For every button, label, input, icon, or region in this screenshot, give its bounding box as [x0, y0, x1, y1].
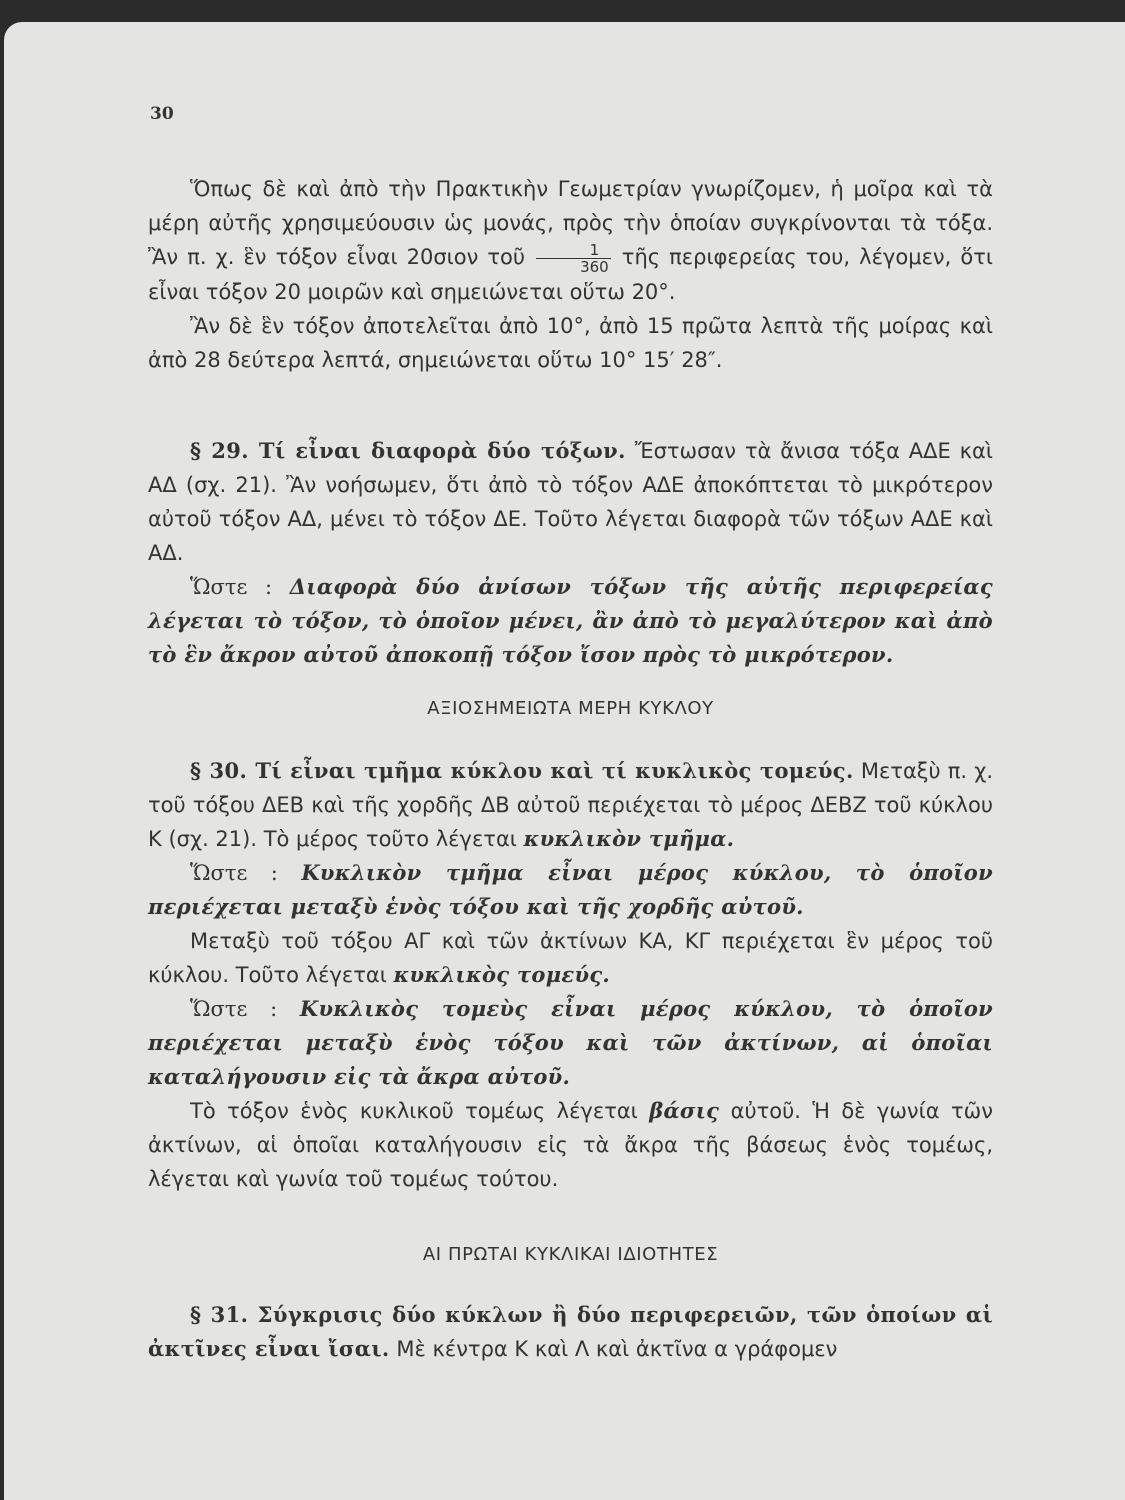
s30-definition-1 — [148, 856, 993, 924]
fraction-denominator: 360 — [580, 257, 609, 276]
s29-heading: § 29. Τί εἶναι διαφορὰ δύο τόξων. — [190, 438, 626, 463]
s30-paragraph — [148, 754, 993, 856]
section-title-notable-parts: ΑΞΙΟΣΗΜΕΙΩΤΑ ΜΕΡΗ ΚΥΚΛΟΥ — [427, 698, 714, 719]
intro-paragraph-1 — [148, 172, 993, 309]
s30-heading: § 30. Τί εἶναι τμῆμα κύκλου καὶ τί κυκλικὸς τομεύς. — [190, 758, 854, 783]
section-30 — [148, 754, 993, 1196]
s30-term-sector: κυκλικὸς τομεύς. — [393, 962, 611, 987]
intro-block — [148, 172, 993, 377]
s29-definition: Διαφορὰ δύο ἀνίσων τόξων τῆς αὐτῆς περιφερείας λέγεται τὸ τόξον, τὸ ὁποῖον μένει, ἂν ἀπὸ τὸ μεγαλύτερον καὶ ἀπὸ τὸ ἓν ἄκρον αὐτοῦ ἀποκοπῇ τόξον ἴσον πρὸς τὸ μικρότερον. — [148, 574, 993, 667]
s29-definition-paragraph — [148, 570, 993, 672]
s30-body-2: Μεταξὺ τοῦ τόξου ΑΓ καὶ τῶν ἀκτίνων ΚΑ, ΚΓ περιέχεται ἓν μέρος τοῦ κύκλου. Τοῦτο λέγεται — [148, 929, 993, 987]
s30-def-sector: Κυκλικὸς τομεὺς εἶναι μέρος κύκλου, τὸ ὁποῖον περιέχεται μεταξὺ ἑνὸς τόξου καὶ τῶν ἀκτίνων, αἱ ὁποῖαι καταλήγουσιν εἰς τὰ ἄκρα αὐτοῦ. — [148, 996, 993, 1089]
s31-paragraph — [148, 1298, 993, 1366]
s30-body: Μεταξὺ π. χ. τοῦ τόξου ΔΕΒ καὶ τῆς χορδῆς ΔΒ αὐτοῦ περιέχεται τὸ μέρος ΔΕΒΖ τοῦ κύκλου Κ (σχ. 21). Τὸ μέρος τοῦτο λέγεται — [148, 759, 993, 851]
s29-oste: Ὥστε : — [190, 575, 273, 599]
s31-body: Μὲ κέντρα Κ καὶ Λ καὶ ἀκτῖνα α γράφομεν — [396, 1337, 838, 1361]
intro-text-b: τῆς περιφερείας του, λέγομεν, ὅτι εἶναι τόξον 20 μοιρῶν καὶ σημειώνεται οὕτω 20°. — [148, 245, 993, 304]
section-29 — [148, 434, 993, 672]
book-page — [4, 22, 1125, 1500]
s30-definition-2 — [148, 992, 993, 1094]
page-number: 30 — [150, 104, 174, 124]
s30-body-3a: Τὸ τόξον ἑνὸς κυκλικοῦ τομέως λέγεται — [190, 1099, 638, 1123]
s30-paragraph-2 — [148, 924, 993, 992]
section-title-first-properties: ΑΙ ΠΡΩΤΑΙ ΚΥΚΛΙΚΑΙ ΙΔΙΟΤΗΤΕΣ — [422, 1244, 719, 1265]
s30-def-segment: Κυκλικὸν τμῆμα εἶναι μέρος κύκλου, τὸ ὁποῖον περιέχεται μεταξὺ ἑνὸς τόξου καὶ τῆς χορδῆς αὐτοῦ. — [148, 860, 993, 919]
s30-paragraph-3 — [148, 1094, 993, 1196]
s29-body: Ἔστωσαν τὰ ἄνισα τόξα ΑΔΕ καὶ ΑΔ (σχ. 21). Ἂν νοήσωμεν, ὅτι ἀπὸ τὸ τόξον ΑΔΕ ἀποκόπτεται τὸ μικρότερον αὐτοῦ τόξον ΑΔ, μένει τὸ τόξον ΔΕ. Τοῦτο λέγεται διαφορὰ τῶν τόξων ΑΔΕ καὶ ΑΔ. — [148, 439, 993, 565]
section-31 — [148, 1298, 993, 1366]
s30-term-base: βάσις — [649, 1098, 720, 1123]
s30-oste-2: Ὥστε : — [190, 997, 278, 1021]
s30-oste-1: Ὥστε : — [190, 861, 278, 885]
s29-paragraph — [148, 434, 993, 570]
s30-body-3b: αὐτοῦ. Ἡ δὲ γωνία τῶν ἀκτίνων, αἱ ὁποῖαι καταλήγουσιν εἰς τὰ ἄκρα τῆς βάσεως ἑνὸς τομέως, λέγεται καὶ γωνία τοῦ τομέως τούτου. — [148, 1099, 993, 1191]
s31-heading: § 31. Σύγκρισις δύο κύκλων ἢ δύο περιφερειῶν, τῶν ὁποίων αἱ ἀκτῖνες εἶναι ἴσαι. — [148, 1302, 993, 1361]
fraction-numerator: 1 — [536, 242, 611, 259]
fraction — [536, 242, 611, 275]
intro-paragraph-2: Ἂν δὲ ἓν τόξον ἀποτελεῖται ἀπὸ 10°, ἀπὸ 15 πρῶτα λεπτὰ τῆς μοίρας καὶ ἀπὸ 28 δεύτερα λεπτά, σημειώνεται οὕτω 10° 15′ 28″. — [148, 313, 993, 372]
intro-text-a: Ὅπως δὲ καὶ ἀπὸ τὴν Πρακτικὴν Γεωμετρίαν γνωρίζομεν, ἡ μοῖρα καὶ τὰ μέρη αὐτῆς χρησιμεύουσιν ὡς μονάς, πρὸς τὴν ὁποίαν συγκρίνονται τὰ τόξα. Ἂν π. χ. ἓν τόξον εἶναι 20σιον τοῦ — [148, 177, 993, 269]
s30-term-segment: κυκλικὸν τμῆμα. — [523, 826, 735, 851]
